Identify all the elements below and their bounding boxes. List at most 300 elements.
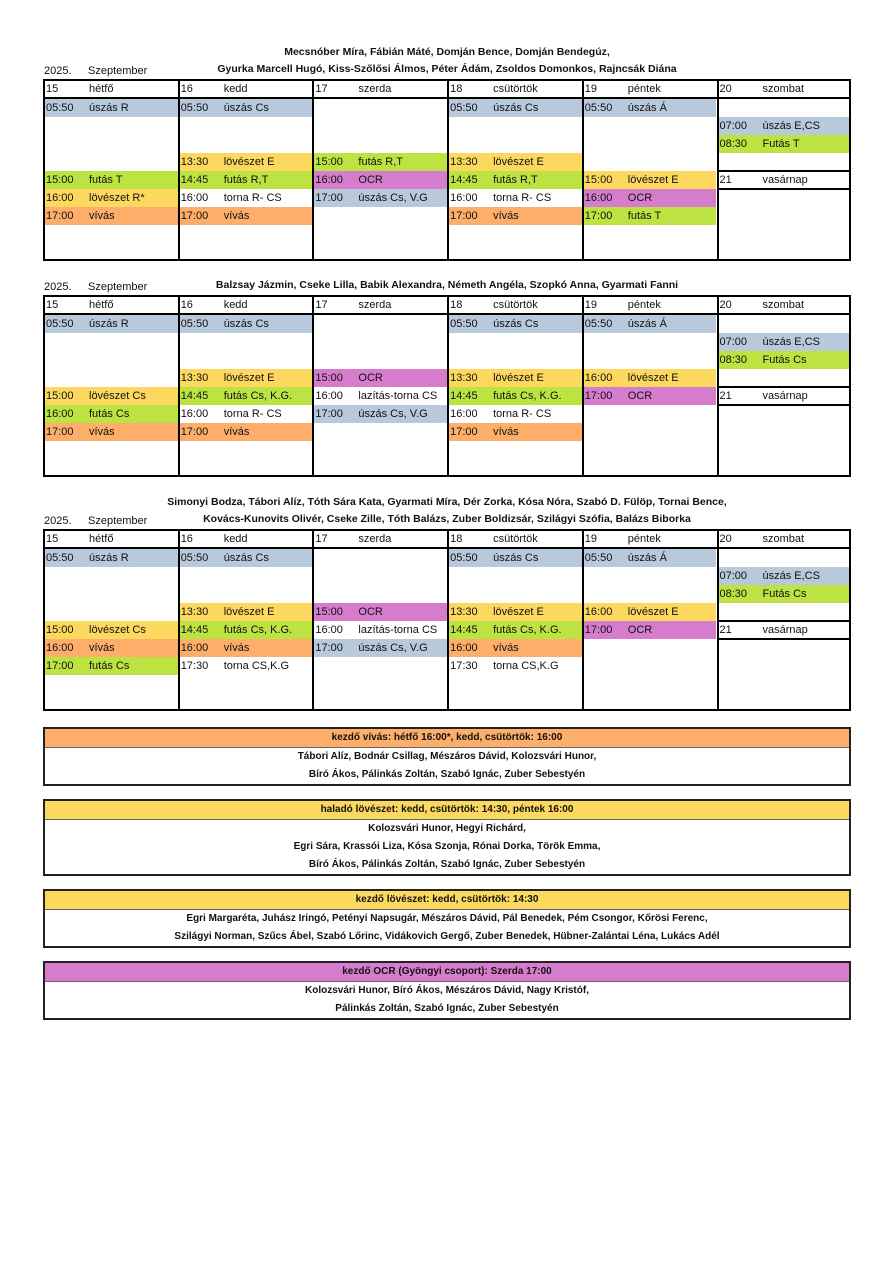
cell-time: 14:45 bbox=[180, 624, 209, 636]
day-number: 19 bbox=[584, 83, 598, 95]
schedule-entry bbox=[180, 603, 313, 621]
group-names-line-2: Kovács-Kunovits Olivér, Cseke Zille, Tóth Balázs, Zuber Boldizsár, Szilágyi Szófia, Balázs Biborka bbox=[203, 513, 691, 525]
cell-activity: torna R- CS bbox=[223, 408, 282, 420]
cell-time: 17:00 bbox=[315, 192, 343, 204]
day-number: 16 bbox=[180, 83, 193, 95]
schedule-entry bbox=[449, 99, 582, 117]
schedule-entry bbox=[719, 117, 852, 135]
schedule-entry bbox=[449, 549, 582, 567]
group-names-line-2: Balzsay Jázmin, Cseke Lilla, Babik Alexandra, Németh Angéla, Szopkó Anna, Gyarmati Fanni bbox=[215, 279, 679, 291]
schedule-entry bbox=[180, 207, 313, 225]
day-name: szerda bbox=[358, 83, 392, 95]
cell-time: 05:50 bbox=[584, 102, 613, 114]
schedule-entry bbox=[45, 549, 178, 567]
cell-time: 13:30 bbox=[180, 372, 209, 384]
cell-activity: úszás Cs, V.G bbox=[358, 408, 428, 420]
day-name: szerda bbox=[358, 299, 392, 311]
cell-activity: lövészet Cs bbox=[89, 390, 146, 402]
cell-activity: úszás R bbox=[89, 102, 129, 114]
cell-activity: futás T bbox=[89, 174, 123, 186]
day-number: 17 bbox=[315, 533, 328, 545]
cell-time: 05:50 bbox=[46, 102, 74, 114]
cell-activity: lövészet R* bbox=[89, 192, 145, 204]
schedule-entry bbox=[449, 189, 582, 207]
cell-time: 13:30 bbox=[450, 156, 478, 168]
schedule-entry bbox=[584, 621, 717, 639]
group-title: kezdő OCR (Gyöngyi csoport): Szerda 17:00 bbox=[45, 963, 849, 982]
day-name: szerda bbox=[358, 533, 392, 545]
cell-activity: futás R,T bbox=[223, 174, 269, 186]
cell-time: 14:45 bbox=[180, 390, 209, 402]
cell-time: 16:00 bbox=[46, 408, 74, 420]
cell-time: 16:00 bbox=[180, 408, 209, 420]
cell-activity: lövészet E bbox=[493, 156, 544, 168]
day-name: péntek bbox=[627, 299, 661, 311]
cell-time: 17:00 bbox=[180, 426, 209, 438]
cell-time: 05:50 bbox=[46, 552, 74, 564]
cell-activity: vívás bbox=[493, 642, 519, 654]
sunday-divider bbox=[717, 188, 852, 190]
cell-time: 07:00 bbox=[719, 120, 748, 132]
schedule-entry bbox=[719, 585, 852, 603]
schedule-entry bbox=[45, 405, 178, 423]
schedule-entry bbox=[449, 603, 582, 621]
schedule-entry bbox=[45, 423, 178, 441]
day-name: csütörtök bbox=[493, 299, 538, 311]
day-header-csütörtök bbox=[449, 530, 582, 548]
day-number: 15 bbox=[46, 299, 59, 311]
cell-time: 17:00 bbox=[584, 390, 613, 402]
day-name: vasárnap bbox=[762, 390, 808, 402]
month-label: Szeptember bbox=[88, 281, 148, 293]
cell-activity: úszás Á bbox=[627, 552, 667, 564]
schedule-entry bbox=[314, 639, 447, 657]
schedule-entry bbox=[314, 369, 447, 387]
cell-time: 15:00 bbox=[46, 174, 74, 186]
cell-activity: torna CS,K.G bbox=[493, 660, 559, 672]
schedule-entry bbox=[45, 99, 178, 117]
schedule-entry bbox=[180, 153, 313, 171]
column-divider bbox=[582, 295, 584, 477]
cell-time: 15:00 bbox=[46, 624, 74, 636]
column-divider bbox=[178, 295, 180, 477]
day-header-vasarnap bbox=[719, 387, 852, 405]
cell-activity: úszás Cs, V.G bbox=[358, 642, 428, 654]
cell-time: 05:50 bbox=[584, 552, 613, 564]
group-names-line-2: Gyurka Marcell Hugó, Kiss-Szőlősi Álmos, Péter Ádám, Zsoldos Domonkos, Rajncsák Diána bbox=[217, 63, 677, 75]
schedule-entry bbox=[314, 189, 447, 207]
day-name: szombat bbox=[762, 533, 805, 545]
cell-time: 17:00 bbox=[180, 210, 209, 222]
cell-time: 15:00 bbox=[584, 174, 613, 186]
cell-time: 17:00 bbox=[450, 210, 478, 222]
cell-activity: lövészet Cs bbox=[89, 624, 146, 636]
cell-time: 14:45 bbox=[450, 624, 478, 636]
schedule-entry bbox=[180, 171, 313, 189]
cell-activity: úszás Cs bbox=[223, 102, 269, 114]
day-header-péntek bbox=[584, 530, 717, 548]
schedule-entry bbox=[180, 387, 313, 405]
schedule-entry bbox=[180, 405, 313, 423]
cell-activity: OCR bbox=[358, 174, 383, 186]
cell-activity: futás Cs bbox=[89, 408, 130, 420]
day-name: csütörtök bbox=[493, 533, 538, 545]
cell-time: 17:00 bbox=[46, 426, 74, 438]
day-number: 21 bbox=[719, 174, 732, 186]
schedule-entry bbox=[180, 369, 313, 387]
day-name: csütörtök bbox=[493, 83, 538, 95]
cell-time: 16:00 bbox=[450, 408, 478, 420]
group-title: kezdő lövészet: kedd, csütörtök: 14:30 bbox=[45, 891, 849, 910]
cell-time: 13:30 bbox=[180, 606, 209, 618]
day-header-szombat bbox=[719, 80, 852, 98]
cell-time: 15:00 bbox=[315, 372, 343, 384]
day-header-vasarnap bbox=[719, 171, 852, 189]
cell-activity: Futás Cs bbox=[762, 354, 807, 366]
cell-activity: úszás R bbox=[89, 552, 129, 564]
cell-activity: úszás E,CS bbox=[762, 336, 820, 348]
cell-activity: úszás Cs bbox=[493, 318, 539, 330]
cell-activity: futás Cs, K.G. bbox=[493, 624, 562, 636]
day-number: 17 bbox=[315, 299, 328, 311]
cell-time: 08:30 bbox=[719, 138, 748, 150]
schedule-entry bbox=[180, 639, 313, 657]
cell-time: 14:45 bbox=[180, 174, 209, 186]
group-members-line: Tábori Alíz, Bodnár Csillag, Mészáros Dávid, Kolozsvári Hunor, bbox=[297, 751, 597, 762]
day-number: 21 bbox=[719, 390, 732, 402]
cell-activity: futás Cs, K.G. bbox=[493, 390, 562, 402]
cell-activity: futás Cs, K.G. bbox=[223, 624, 293, 636]
day-name: vasárnap bbox=[762, 624, 808, 636]
column-divider bbox=[447, 79, 449, 261]
cell-time: 17:30 bbox=[180, 660, 209, 672]
cell-time: 16:00 bbox=[180, 192, 209, 204]
schedule-entry bbox=[584, 315, 717, 333]
schedule-entry bbox=[584, 207, 717, 225]
cell-time: 17:00 bbox=[584, 624, 613, 636]
column-divider bbox=[312, 529, 314, 711]
day-name: péntek bbox=[627, 533, 661, 545]
cell-activity: torna R- CS bbox=[223, 192, 282, 204]
cell-activity: lazítás-torna CS bbox=[358, 390, 438, 402]
column-divider bbox=[178, 79, 180, 261]
day-number: 19 bbox=[584, 299, 598, 311]
schedule-entry bbox=[584, 369, 717, 387]
day-number: 16 bbox=[180, 533, 193, 545]
group-box-shooting-beginner bbox=[43, 889, 851, 948]
sunday-divider bbox=[717, 170, 852, 172]
cell-time: 17:30 bbox=[450, 660, 478, 672]
group-members-line: Bíró Ákos, Pálinkás Zoltán, Szabó Ignác, Zuber Sebestyén bbox=[308, 859, 586, 870]
day-name: kedd bbox=[223, 83, 248, 95]
day-header-szombat bbox=[719, 530, 852, 548]
cell-activity: futás R,T bbox=[358, 156, 404, 168]
cell-activity: lövészet E bbox=[493, 372, 544, 384]
day-header-szerda bbox=[314, 80, 447, 98]
cell-activity: Futás Cs bbox=[762, 588, 807, 600]
day-number: 18 bbox=[450, 299, 463, 311]
day-name: szombat bbox=[762, 299, 805, 311]
day-header-péntek bbox=[584, 296, 717, 314]
cell-activity: OCR bbox=[627, 192, 653, 204]
cell-time: 16:00 bbox=[315, 390, 343, 402]
day-header-hétfő bbox=[45, 530, 178, 548]
day-name: szombat bbox=[762, 83, 805, 95]
cell-activity: vívás bbox=[493, 210, 519, 222]
cell-activity: úszás Cs, V.G bbox=[358, 192, 428, 204]
schedule-entry bbox=[719, 567, 852, 585]
cell-time: 13:30 bbox=[450, 606, 478, 618]
cell-activity: úszás E,CS bbox=[762, 120, 820, 132]
cell-activity: lövészet E bbox=[627, 174, 679, 186]
cell-activity: OCR bbox=[358, 606, 383, 618]
column-divider bbox=[447, 295, 449, 477]
schedule-entry bbox=[584, 171, 717, 189]
group-members-line: Egri Margaréta, Juhász Iringó, Petényi Napsugár, Mészáros Dávid, Pál Benedek, Pém Csongor, Kőrösi Ferenc, bbox=[186, 913, 708, 924]
cell-time: 05:50 bbox=[180, 552, 209, 564]
day-header-hétfő bbox=[45, 80, 178, 98]
cell-activity: vívás bbox=[89, 642, 115, 654]
schedule-entry bbox=[314, 171, 447, 189]
group-members-line: Bíró Ákos, Pálinkás Zoltán, Szabó Ignác, Zuber Sebestyén bbox=[308, 769, 586, 780]
day-name: kedd bbox=[223, 299, 248, 311]
day-number: 20 bbox=[719, 83, 732, 95]
year-label: 2025. bbox=[44, 65, 72, 77]
cell-time: 15:00 bbox=[46, 390, 74, 402]
group-box-fencing-beginner bbox=[43, 727, 851, 786]
group-box-ocr-beginner bbox=[43, 961, 851, 1020]
column-divider bbox=[178, 529, 180, 711]
schedule-entry bbox=[314, 405, 447, 423]
schedule-entry bbox=[584, 603, 717, 621]
cell-time: 16:00 bbox=[584, 606, 613, 618]
month-label: Szeptember bbox=[88, 515, 148, 527]
cell-time: 17:00 bbox=[46, 660, 74, 672]
cell-time: 16:00 bbox=[584, 192, 613, 204]
cell-time: 07:00 bbox=[719, 570, 748, 582]
day-header-kedd bbox=[180, 80, 313, 98]
cell-activity: lazítás-torna CS bbox=[358, 624, 438, 636]
cell-time: 15:00 bbox=[315, 156, 343, 168]
cell-time: 16:00 bbox=[450, 192, 478, 204]
cell-time: 13:30 bbox=[180, 156, 209, 168]
schedule-entry bbox=[45, 207, 178, 225]
cell-activity: úszás Cs bbox=[493, 552, 539, 564]
cell-activity: lövészet E bbox=[223, 606, 275, 618]
cell-activity: torna R- CS bbox=[493, 192, 552, 204]
cell-activity: futás Cs bbox=[89, 660, 130, 672]
schedule-entry bbox=[449, 369, 582, 387]
schedule-entry bbox=[180, 315, 313, 333]
schedule-entry bbox=[314, 603, 447, 621]
day-number: 17 bbox=[315, 83, 328, 95]
column-divider bbox=[312, 79, 314, 261]
group-members-line: Szilágyi Norman, Szűcs Ábel, Szabó Lőrinc, Vidákovich Gergő, Zuber Benedek, Hübner-Zalántai Léna, Lukács Adél bbox=[174, 931, 720, 942]
group-names-line-1: Mecsnóber Míra, Fábián Máté, Domján Bence, Domján Bendegúz, bbox=[284, 46, 610, 58]
schedule-entry bbox=[449, 207, 582, 225]
cell-activity: lövészet E bbox=[627, 372, 679, 384]
schedule-entry bbox=[314, 387, 447, 405]
cell-time: 16:00 bbox=[584, 372, 613, 384]
cell-activity: futás Cs, K.G. bbox=[223, 390, 293, 402]
schedule-entry bbox=[719, 135, 852, 153]
day-number: 16 bbox=[180, 299, 193, 311]
day-number: 15 bbox=[46, 83, 59, 95]
day-header-csütörtök bbox=[449, 296, 582, 314]
column-divider bbox=[312, 295, 314, 477]
sunday-divider bbox=[717, 638, 852, 640]
cell-time: 17:00 bbox=[584, 210, 613, 222]
day-header-péntek bbox=[584, 80, 717, 98]
day-number: 15 bbox=[46, 533, 59, 545]
group-members-line: Kolozsvári Hunor, Bíró Ákos, Mészáros Dávid, Nagy Kristóf, bbox=[305, 985, 589, 996]
schedule-entry bbox=[719, 351, 852, 369]
day-number: 20 bbox=[719, 533, 732, 545]
sunday-divider bbox=[717, 404, 852, 406]
schedule-entry bbox=[584, 99, 717, 117]
day-header-hétfő bbox=[45, 296, 178, 314]
cell-activity: torna CS,K.G bbox=[223, 660, 290, 672]
schedule-table bbox=[43, 529, 851, 711]
cell-time: 15:00 bbox=[315, 606, 343, 618]
cell-activity: OCR bbox=[627, 390, 653, 402]
cell-time: 08:30 bbox=[719, 588, 748, 600]
schedule-entry bbox=[45, 387, 178, 405]
cell-activity: OCR bbox=[627, 624, 653, 636]
day-name: vasárnap bbox=[762, 174, 808, 186]
schedule-entry bbox=[314, 153, 447, 171]
day-header-szombat bbox=[719, 296, 852, 314]
cell-time: 05:50 bbox=[450, 318, 478, 330]
schedule-entry bbox=[45, 171, 178, 189]
schedule-entry bbox=[584, 387, 717, 405]
sunday-divider bbox=[717, 620, 852, 622]
column-divider bbox=[582, 529, 584, 711]
cell-activity: vívás bbox=[493, 426, 519, 438]
cell-time: 05:50 bbox=[46, 318, 74, 330]
cell-activity: vívás bbox=[89, 426, 115, 438]
cell-time: 16:00 bbox=[46, 192, 74, 204]
cell-activity: lövészet E bbox=[223, 372, 275, 384]
day-number: 21 bbox=[719, 624, 732, 636]
cell-activity: úszás Cs bbox=[223, 552, 269, 564]
group-members-line: Kolozsvári Hunor, Hegyi Richárd, bbox=[368, 823, 526, 834]
group-members-line: Pálinkás Zoltán, Szabó Ignác, Zuber Sebestyén bbox=[335, 1003, 559, 1014]
cell-activity: vívás bbox=[89, 210, 115, 222]
day-header-kedd bbox=[180, 530, 313, 548]
year-label: 2025. bbox=[44, 515, 72, 527]
cell-time: 17:00 bbox=[315, 408, 343, 420]
cell-time: 17:00 bbox=[450, 426, 478, 438]
day-header-csütörtök bbox=[449, 80, 582, 98]
schedule-table bbox=[43, 79, 851, 261]
cell-time: 16:00 bbox=[450, 642, 478, 654]
schedule-entry bbox=[449, 405, 582, 423]
cell-activity: úszás E,CS bbox=[762, 570, 820, 582]
cell-activity: vívás bbox=[223, 210, 250, 222]
cell-activity: Futás T bbox=[762, 138, 800, 150]
schedule-entry bbox=[449, 171, 582, 189]
cell-time: 16:00 bbox=[315, 624, 343, 636]
cell-activity: úszás Á bbox=[627, 102, 667, 114]
cell-activity: futás R,T bbox=[493, 174, 538, 186]
schedule-entry bbox=[45, 189, 178, 207]
day-header-szerda bbox=[314, 296, 447, 314]
schedule-entry bbox=[449, 657, 582, 675]
cell-activity: lövészet E bbox=[223, 156, 275, 168]
column-divider bbox=[447, 529, 449, 711]
schedule-entry bbox=[584, 549, 717, 567]
schedule-entry bbox=[45, 657, 178, 675]
cell-activity: lövészet E bbox=[627, 606, 679, 618]
group-title: kezdő vívás: hétfő 16:00*, kedd, csütörtök: 16:00 bbox=[45, 729, 849, 748]
day-number: 20 bbox=[719, 299, 732, 311]
schedule-entry bbox=[449, 315, 582, 333]
cell-time: 16:00 bbox=[46, 642, 74, 654]
cell-time: 14:45 bbox=[450, 390, 478, 402]
schedule-entry bbox=[45, 621, 178, 639]
schedule-entry bbox=[45, 639, 178, 657]
cell-time: 16:00 bbox=[315, 174, 343, 186]
cell-time: 14:45 bbox=[450, 174, 478, 186]
cell-activity: futás T bbox=[627, 210, 662, 222]
schedule-entry bbox=[449, 387, 582, 405]
year-label: 2025. bbox=[44, 281, 72, 293]
day-name: hétfő bbox=[89, 533, 114, 545]
schedule-entry bbox=[449, 621, 582, 639]
schedule-entry bbox=[449, 153, 582, 171]
cell-time: 05:50 bbox=[180, 318, 209, 330]
cell-activity: torna R- CS bbox=[493, 408, 552, 420]
schedule-entry bbox=[449, 423, 582, 441]
group-members-line: Egri Sára, Krassói Liza, Kósa Szonja, Rónai Dorka, Török Emma, bbox=[293, 841, 601, 852]
column-divider bbox=[582, 79, 584, 261]
cell-time: 08:30 bbox=[719, 354, 748, 366]
day-number: 18 bbox=[450, 83, 463, 95]
cell-time: 05:50 bbox=[450, 552, 478, 564]
day-name: hétfő bbox=[89, 299, 114, 311]
schedule-entry bbox=[314, 621, 447, 639]
day-name: péntek bbox=[627, 83, 661, 95]
cell-time: 17:00 bbox=[46, 210, 74, 222]
cell-activity: vívás bbox=[223, 426, 250, 438]
schedule-entry bbox=[180, 189, 313, 207]
month-label: Szeptember bbox=[88, 65, 148, 77]
schedule-entry bbox=[719, 333, 852, 351]
group-box-shooting-advanced bbox=[43, 799, 851, 876]
cell-time: 17:00 bbox=[315, 642, 343, 654]
day-number: 19 bbox=[584, 533, 598, 545]
schedule-entry bbox=[180, 621, 313, 639]
cell-activity: úszás Cs bbox=[223, 318, 269, 330]
cell-time: 05:50 bbox=[584, 318, 613, 330]
cell-time: 16:00 bbox=[180, 642, 209, 654]
group-title: haladó lövészet: kedd, csütörtök: 14:30, péntek 16:00 bbox=[45, 801, 849, 820]
schedule-table bbox=[43, 295, 851, 477]
cell-time: 05:50 bbox=[450, 102, 478, 114]
day-header-szerda bbox=[314, 530, 447, 548]
schedule-entry bbox=[584, 189, 717, 207]
cell-time: 13:30 bbox=[450, 372, 478, 384]
schedule-entry bbox=[180, 549, 313, 567]
cell-activity: lövészet E bbox=[493, 606, 544, 618]
day-header-vasarnap bbox=[719, 621, 852, 639]
sunday-divider bbox=[717, 386, 852, 388]
day-name: kedd bbox=[223, 533, 248, 545]
day-number: 18 bbox=[450, 533, 463, 545]
cell-time: 07:00 bbox=[719, 336, 748, 348]
schedule-entry bbox=[180, 423, 313, 441]
